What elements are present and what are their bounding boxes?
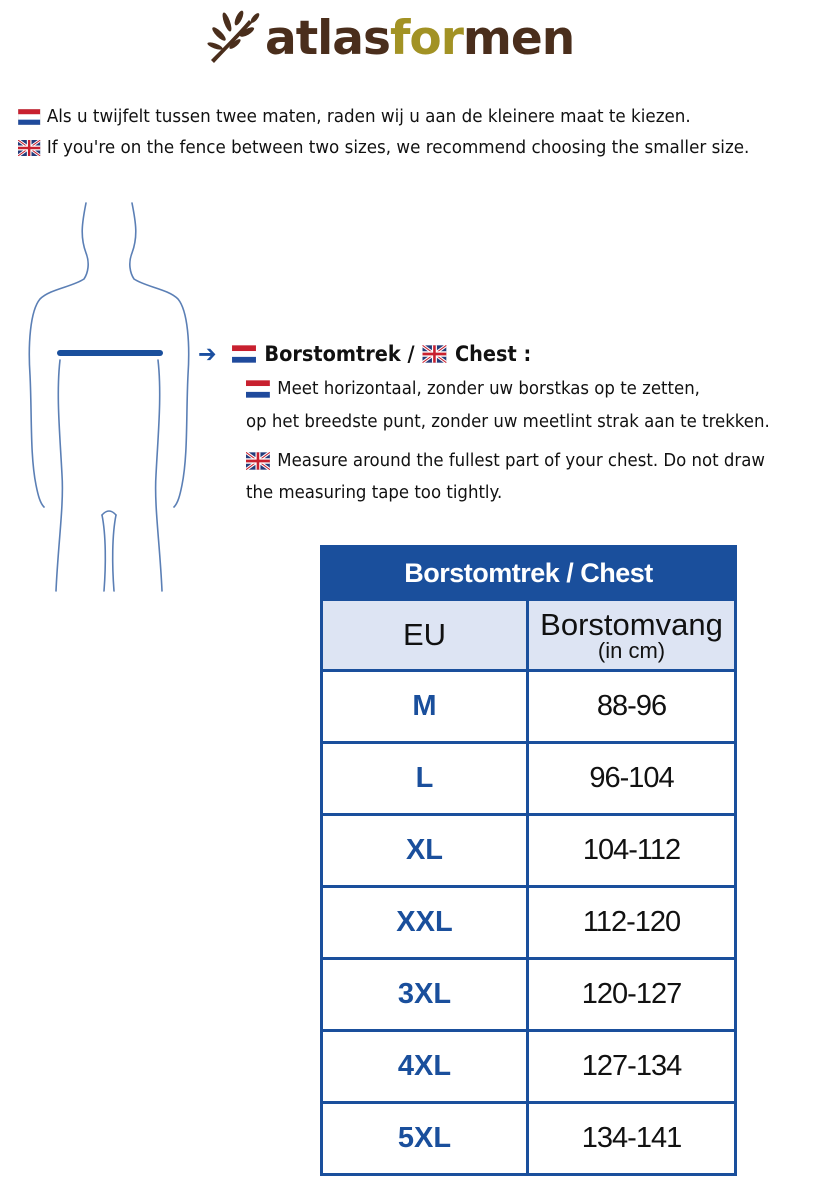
chest-cell: 134-141 [528,1103,736,1175]
table-row [322,1103,736,1175]
body-silhouette-icon [10,195,210,595]
brand-logo [205,6,645,70]
dutch-flag-icon [232,345,256,363]
chest-cell: 112-120 [528,887,736,959]
measure-en-text1: Measure around the fullest part of your chest. Do not draw [277,450,765,471]
heading-en: Chest : [454,342,532,366]
table-row [322,887,736,959]
table-row [322,671,736,743]
advice-en [18,137,749,158]
table-row [322,743,736,815]
column-header-eu: EU [322,600,528,671]
advice-nl [18,106,691,127]
measure-nl-line2: op het breedste punt, zonder uw meetlint strak aan te trekken. [246,411,770,432]
table-row [322,959,736,1031]
logo-text-men: men [462,10,575,66]
size-cell: 3XL [322,959,528,1031]
measure-en-line2: the measuring tape too tightly. [246,482,503,503]
dutch-flag-icon [246,380,270,398]
size-cell: 5XL [322,1103,528,1175]
size-cell: XL [322,815,528,887]
column-header-measure-label: Borstomvang [540,606,723,642]
column-header-measure [528,600,736,671]
advice-en-text: If you're on the fence between two sizes, we recommend choosing the smaller size. [46,137,750,158]
logo-text-atlas: atlas [265,10,390,66]
heading-nl: Borstomtrek / [264,342,415,366]
chest-cell: 104-112 [528,815,736,887]
table-row [322,1031,736,1103]
measure-nl-text1: Meet horizontaal, zonder uw borstkas op te zetten, [277,378,700,399]
measurement-heading [198,340,531,368]
uk-flag-icon [18,140,40,156]
size-table-title: Borstomtrek / Chest [322,547,736,600]
uk-flag-icon [423,345,447,363]
arrow-right-icon: ➔ [198,340,217,368]
logo-text-for: for [389,10,463,66]
table-row [322,815,736,887]
size-cell: 4XL [322,1031,528,1103]
size-cell: L [322,743,528,815]
uk-flag-icon [246,452,270,470]
size-cell: XXL [322,887,528,959]
size-cell: M [322,671,528,743]
size-table [320,545,737,1176]
measure-en-line1 [246,450,765,471]
chest-cell: 120-127 [528,959,736,1031]
column-header-unit: (in cm) [597,637,666,663]
chest-cell: 88-96 [528,671,736,743]
chest-cell: 96-104 [528,743,736,815]
advice-nl-text: Als u twijfelt tussen twee maten, raden wij u aan de kleinere maat te kiezen. [46,106,691,127]
measure-nl-line1 [246,378,700,399]
logo-branch-icon [205,10,261,66]
chest-cell: 127-134 [528,1031,736,1103]
dutch-flag-icon [18,109,40,125]
